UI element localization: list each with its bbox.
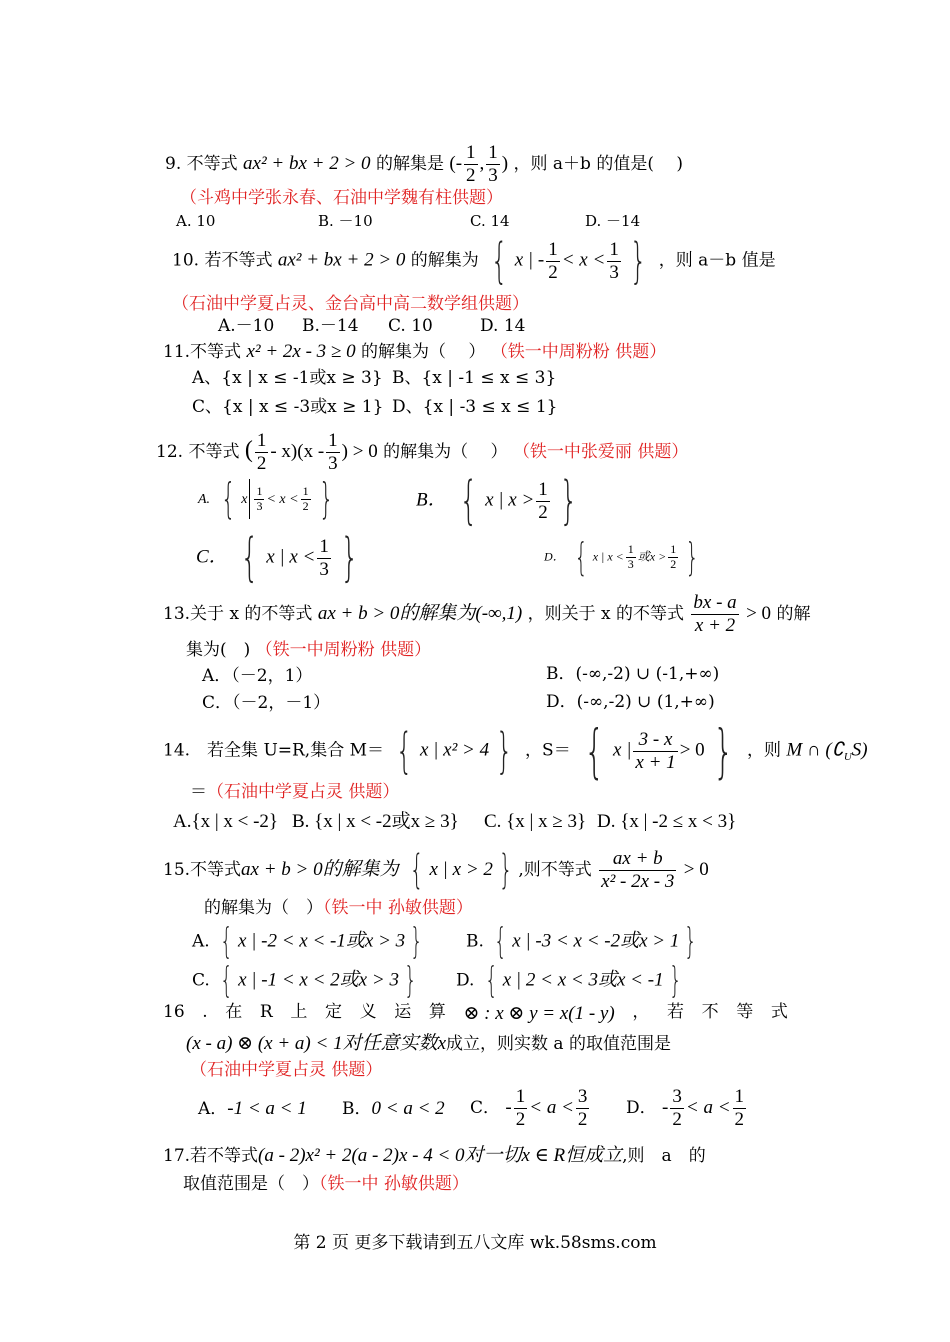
q12-source: （铁一中张爱丽 供题） — [512, 441, 689, 462]
q12-line: 12. 不等式 ( $\frac{1}{2}$ - x)(x - $\frac{1}{3}$ ) > 0 的解集为（ ） （铁一中张爱丽 供题） — [156, 430, 689, 474]
q9-option-b: B. －10 — [318, 212, 373, 230]
q12-option-d: D． { x | x < $\frac{1}{3}$ 或x > $\frac{1}{2}$ } — [544, 535, 699, 579]
q9-option-c: C. 14 — [470, 212, 510, 230]
q16-line-2: (x - a) ⊗ (x + a) < 1对任意实数x成立，则实数 a 的取值范围是 — [186, 1033, 671, 1054]
q13-option-d: D．(-∞,-2) ∪ (1,+∞) — [546, 692, 715, 712]
q16-option-d: D． - $\frac{3}{2}$ < a < $\frac{1}{2}$ — [626, 1086, 745, 1130]
q11-option-c: C、{x | x ≤ -3或x ≥ 1} — [192, 397, 384, 417]
q15-line: 15.不等式ax + b > 0的解集为 { x | x > 2 } ,则不等式 $\frac{ax + b}{\text{x² - 2x - 3}}$ > 0 — [163, 847, 709, 894]
q10-source: （石油中学夏占灵、金台高中高二数学组供题） — [172, 294, 529, 314]
q16-line: 16 . 在 R 上 定 义 运 算 ⊗ : x ⊗ y = x(1 - y) ， 若 不 等 式 — [163, 1002, 788, 1024]
q14-line: 14. 若全集 U=R,集合 M＝ { x | x² > 4 } ，S＝ { x | $\frac{3 - x}{x + 1}$ > 0 } ，则 M ∩ $(∁_US)$ — [163, 717, 868, 785]
q15-line-2: 的解集为（ ）（铁一中 孙敏供题） — [204, 898, 473, 918]
q12-option-c: C． { x | x < $\frac{1}{3}$ } — [196, 528, 359, 588]
q9-inequality: ax² + bx + 2 > 0 — [243, 152, 371, 174]
q11-line: 11.不等式 x² + 2x - 3 ≥ 0 的解集为（ ） （铁一中周粉粉 供题） — [163, 341, 667, 362]
page-footer: 第 2 页 更多下载请到五八文库 wk.58sms.com — [293, 1233, 657, 1253]
q12-option-b: B． { x | x > $\frac{1}{2}$ } — [416, 471, 578, 531]
q13-option-a: A．（－2，1） — [202, 666, 313, 686]
q14-source: （石油中学夏占灵 供题） — [207, 782, 400, 802]
q17-line: 17.若不等式(a - 2)x² + 2(a - 2)x - 4 < 0对一切x ∈ R恒成立,则 a 的 — [163, 1145, 706, 1166]
q14-option-d: D. {x | -2 ≤ x < 3} — [597, 811, 737, 832]
q11-source: （铁一中周粉粉 供题） — [490, 342, 667, 362]
q9-line: 9. 不等式 ax² + bx + 2 > 0 的解集是 (- $\frac{1}{2}$ , $\frac{1}{3}$ ) ，则 a＋b 的值是( ) — [165, 142, 684, 186]
q15-source: （铁一中 孙敏供题） — [323, 898, 473, 918]
q16-option-b: B．0 < a < 2 — [342, 1098, 445, 1119]
q14-option-c: C. {x | x ≥ 3} — [484, 811, 587, 832]
q10-inequality: ax² + bx + 2 > 0 — [277, 249, 406, 271]
q13-option-c: C．（－2，－1） — [202, 693, 331, 713]
q9-frac-2: $\frac{1}{3}$ — [488, 142, 498, 186]
q16-source: （石油中学夏占灵 供题） — [190, 1060, 383, 1080]
q16-option-c: C． - $\frac{1}{2}$ < a < $\frac{3}{2}$ — [470, 1086, 588, 1130]
q9-frac-1: $\frac{1}{2}$ — [466, 142, 476, 186]
q10-option-b: B.－14 — [302, 316, 359, 336]
q16-option-a: A．-1 < a < 1 — [198, 1098, 307, 1119]
q15-option-a: A. { x | -2 < x < -1或x > 3 } — [192, 921, 423, 962]
q10-option-d: D. 14 — [480, 316, 526, 336]
q13-line-2: 集为( ) （铁一中周粉粉 供题） — [186, 640, 432, 660]
q17-line-2: 取值范围是（ ）（铁一中 孙敏供题） — [183, 1174, 469, 1194]
q15-option-c: C. { x | -1 < x < 2或x > 3 } — [192, 960, 417, 1001]
q11-option-a: A、{x | x ≤ -1或x ≥ 3} — [192, 368, 383, 388]
q11-inequality: x² + 2x - 3 ≥ 0 — [246, 341, 356, 362]
q15-option-b: B. { x | -3 < x < -2或x > 1 } — [466, 921, 698, 962]
q13-option-b: B．(-∞,-2) ∪ (-1,+∞) — [546, 664, 720, 684]
q11-option-d: D、{x | -3 ≤ x ≤ 1} — [392, 397, 558, 417]
q13-source: （铁一中周粉粉 供题） — [255, 640, 432, 660]
q14-option-b: B. {x | x < -2或x ≥ 3} — [292, 811, 459, 832]
q14-option-a: A.{x | x < -2} — [173, 811, 279, 832]
q13-line: 13.关于 x 的不等式 ax + b > 0的解集为(-∞,1) ，则关于 x 的不等式 $\frac{bx - a}{x + 2}$ > 0 的解 — [163, 592, 811, 636]
q11-option-b: B、{x | -1 ≤ x ≤ 3} — [392, 368, 557, 388]
q10-option-c: C. 10 — [388, 316, 433, 336]
q10-option-a: A.－10 — [218, 316, 275, 336]
q14-line-2: ＝（石油中学夏占灵 供题） — [190, 782, 400, 802]
q9-source: （斗鸡中学张永春、石油中学魏有柱供题） — [180, 188, 503, 208]
q10-line: 10. 若不等式 ax² + bx + 2 > 0 的解集为 { x | - $\frac{1}{2}$ < x < $\frac{1}{3}$ } ，则 a－b 值是 — [172, 233, 776, 289]
q17-source: （铁一中 孙敏供题） — [319, 1174, 469, 1194]
q9-option-d: D. －14 — [585, 212, 641, 230]
q15-option-d: D. { x | 2 < x < 3或x < -1 } — [456, 960, 682, 1001]
q12-option-a: A. { x $\frac{1}{3}$ < x < $\frac{1}{2}$ } — [198, 474, 334, 523]
q9-option-a: A. 10 — [176, 212, 216, 230]
